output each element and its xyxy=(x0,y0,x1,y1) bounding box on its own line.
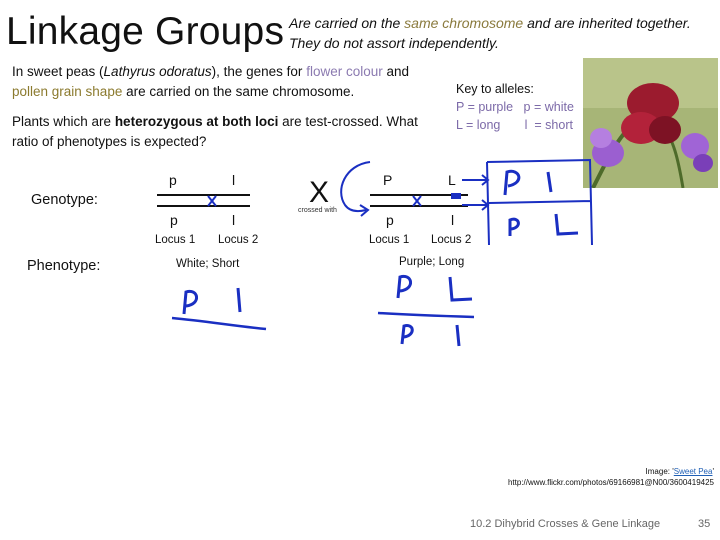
image-credit xyxy=(508,466,714,488)
right-crossover-mark xyxy=(413,196,421,206)
key-line-colour: P = purple p = white xyxy=(456,100,574,114)
handwritten-p-right xyxy=(402,326,412,344)
credit-link[interactable]: Sweet Pea xyxy=(673,467,713,476)
handwritten-p-left xyxy=(184,291,197,314)
credit-label: Image: ' xyxy=(645,467,674,476)
species-name: Lathyrus odoratus xyxy=(103,64,212,79)
credit-url[interactable]: http://www.flickr.com/photos/69166981@N00/3600419425 xyxy=(507,478,714,487)
flower-colour-term: flower colour xyxy=(306,64,383,79)
intro-text-3: and xyxy=(382,64,409,79)
left-bottom-allele-1: p xyxy=(170,212,178,228)
handwritten-P-right xyxy=(398,276,411,298)
question-text-2: are test-crossed. What ratio of phenotypes is expected? xyxy=(12,114,418,149)
right-phenotype: Purple; Long xyxy=(399,256,465,268)
key-line-shape: L = long l = short xyxy=(456,118,573,132)
phenotype-label: Phenotype: xyxy=(27,258,101,274)
key-title: Key to alleles: xyxy=(456,82,534,96)
left-locus1-label: Locus 1 xyxy=(155,234,196,246)
left-top-allele-1: p xyxy=(169,172,177,188)
credit-label-end: ' xyxy=(712,467,714,476)
handwritten-L-right xyxy=(450,277,472,300)
gamete-arrow-bottom-icon xyxy=(462,200,488,210)
intro-text-1: In sweet peas ( xyxy=(12,64,104,79)
question-text-1: Plants which are xyxy=(12,114,115,129)
intro-text-2: ), the genes for xyxy=(211,64,307,79)
genotype-label: Genotype: xyxy=(31,192,98,208)
left-locus2-label: Locus 2 xyxy=(218,234,259,246)
handwritten-line-right xyxy=(378,313,474,317)
right-top-allele-2: L xyxy=(448,172,456,188)
left-phenotype: White; Short xyxy=(176,258,240,270)
curved-arrow-icon xyxy=(341,162,370,211)
right-top-allele-1: P xyxy=(383,172,393,188)
handwritten-l-left xyxy=(238,288,240,312)
cross-caption: crossed with xyxy=(298,207,337,214)
gamete-arrow-top-icon xyxy=(462,175,488,185)
left-crossover-mark xyxy=(208,196,216,206)
handwritten-p-bottom xyxy=(510,219,518,236)
question-bold: heterozygous at both loci xyxy=(114,114,279,129)
right-locus2-label: Locus 2 xyxy=(431,234,472,246)
left-bottom-allele-2: l xyxy=(232,212,236,228)
right-bottom-allele-1: p xyxy=(386,212,394,228)
handwritten-P-top xyxy=(505,171,519,195)
handwritten-l-right xyxy=(457,325,459,346)
handwritten-l-top xyxy=(548,172,551,192)
pollen-shape-term: pollen grain shape xyxy=(12,84,123,99)
subtitle-text-1: Are carried on the xyxy=(289,15,405,31)
cross-symbol: X xyxy=(309,176,330,209)
right-locus-marker xyxy=(451,193,461,199)
slide-title: Linkage Groups xyxy=(6,10,285,53)
right-bottom-allele-2: l xyxy=(451,212,455,228)
subtitle-highlight: same chromosome xyxy=(404,15,524,31)
subtitle-text-2: and are inherited together. They do not assort independently. xyxy=(289,15,691,51)
right-locus1-label: Locus 1 xyxy=(369,234,410,246)
handwritten-L-bottom xyxy=(556,214,578,234)
footer-text: 10.2 Dihybrid Crosses & Gene Linkage xyxy=(470,518,661,530)
left-top-allele-2: l xyxy=(232,172,236,188)
page-number: 35 xyxy=(698,518,711,530)
handwritten-line-left xyxy=(172,318,266,329)
intro-text-4: are carried on the same chromosome. xyxy=(122,84,355,99)
